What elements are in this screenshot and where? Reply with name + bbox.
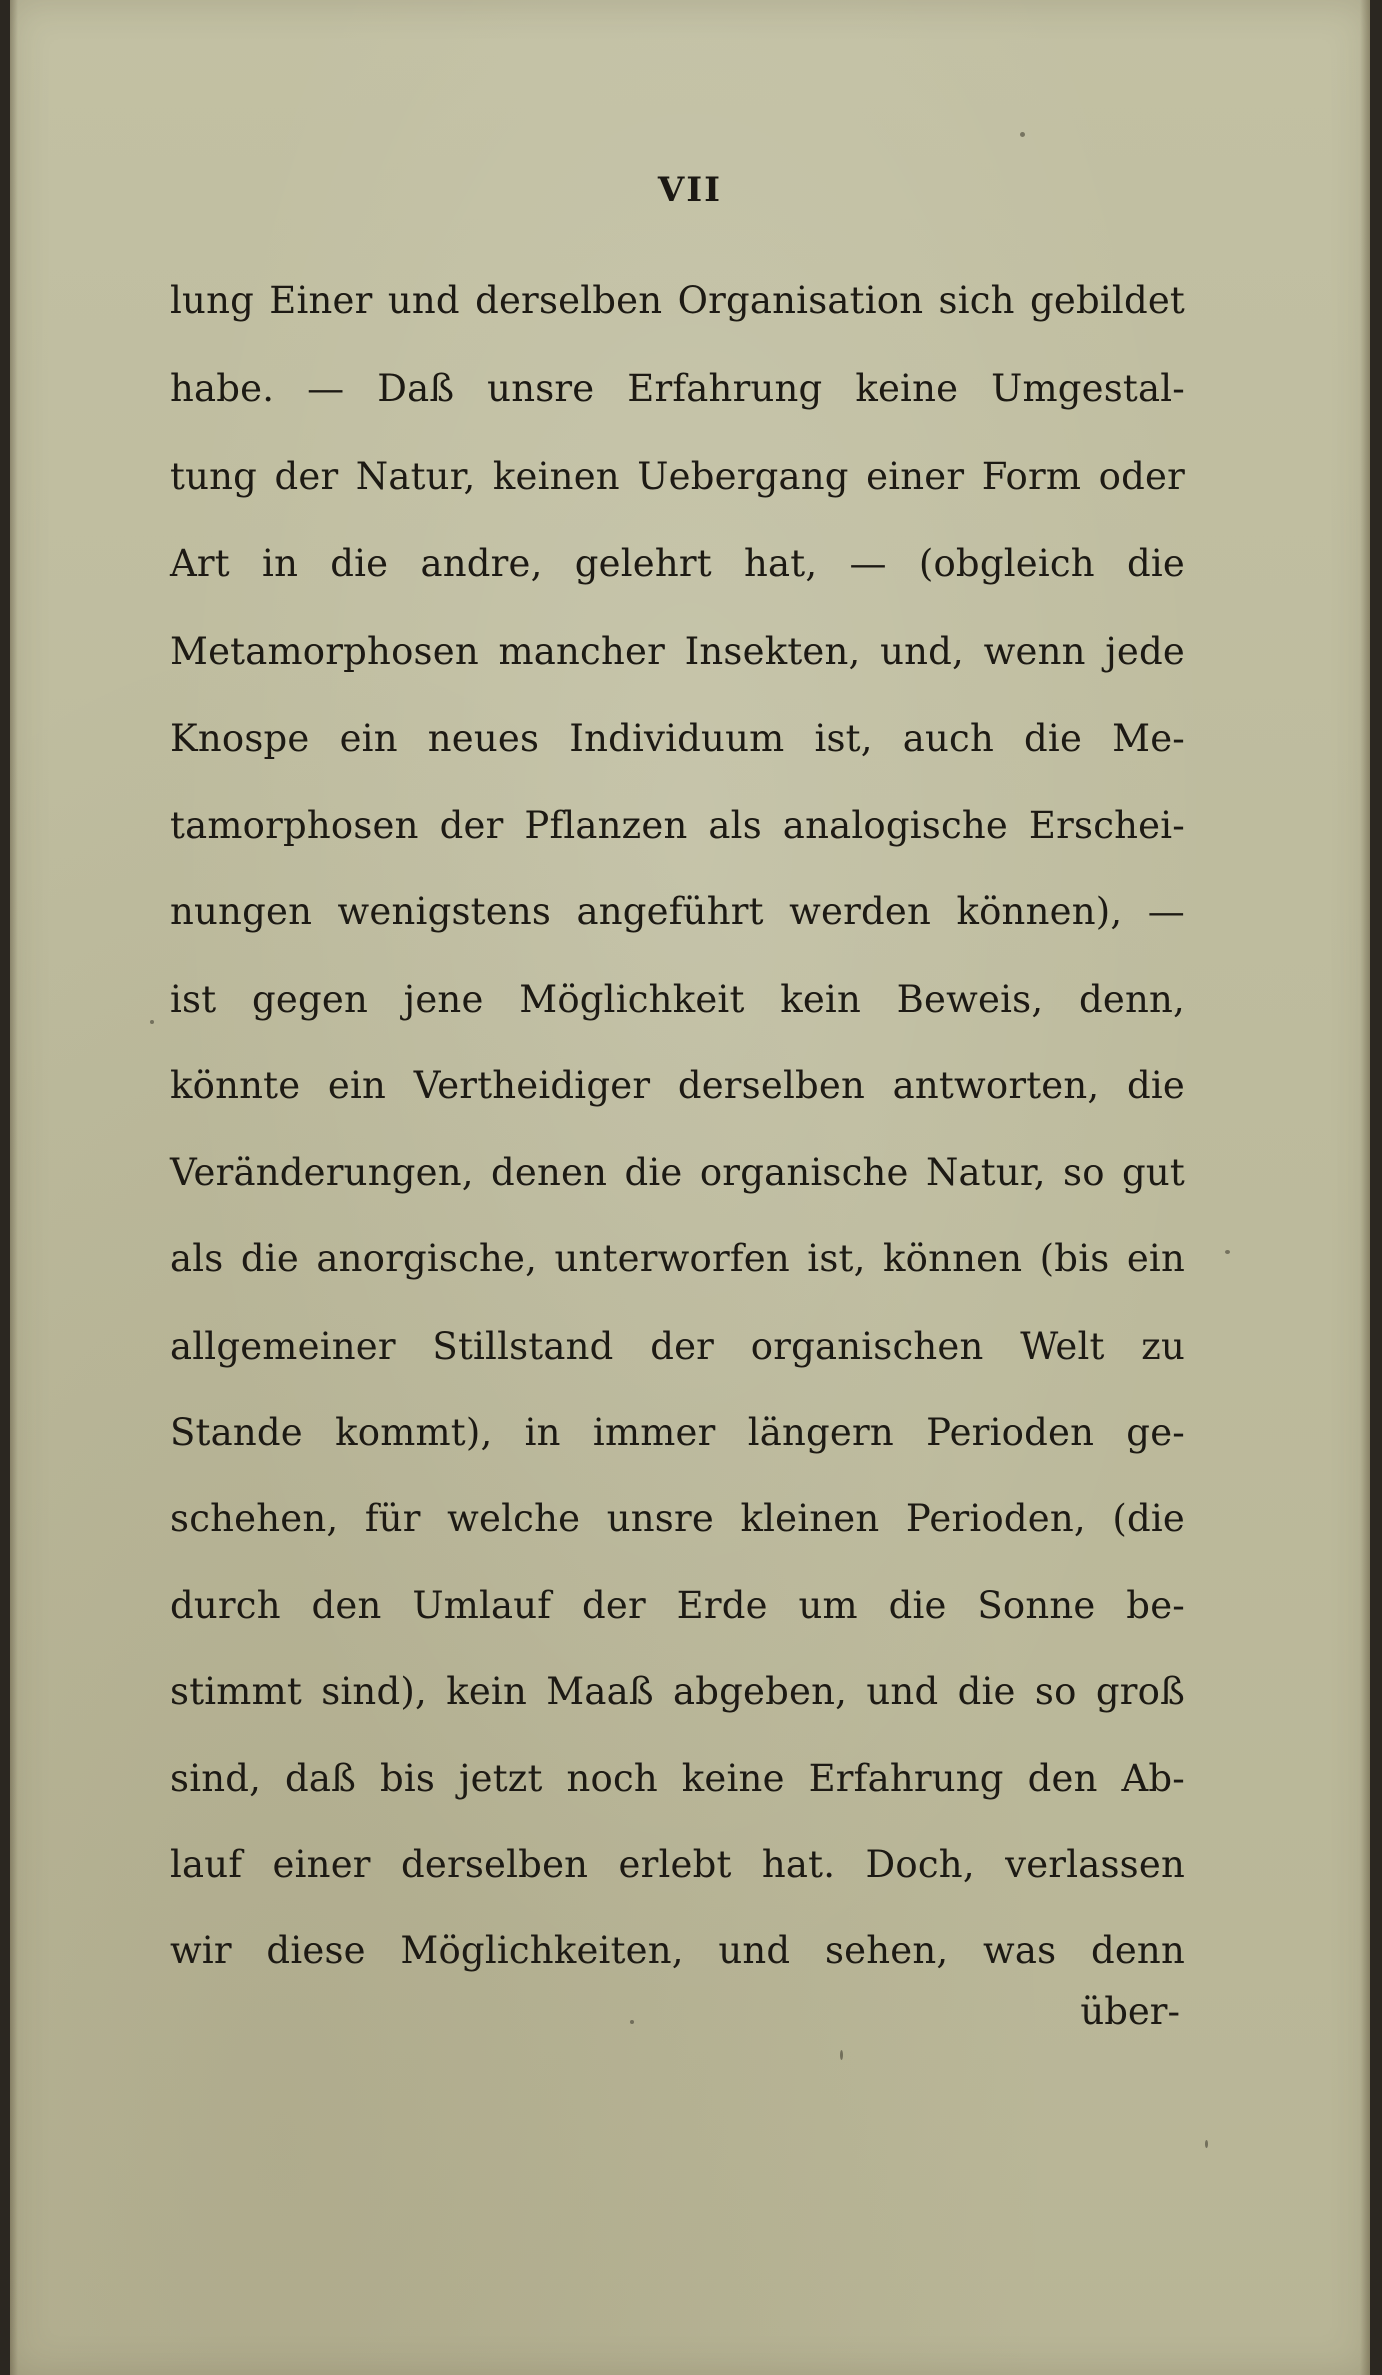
body-text-line: allgemeiner Stillstand der organischen Welt zu [170,1325,1185,1368]
body-text-line: lung Einer und derselben Organisation sich gebildet [170,279,1185,322]
body-text-line: stimmt sind), kein Maaß abgeben, und die so groß [170,1670,1185,1713]
body-text-line: Stande kommt), in immer längern Perioden ge- [170,1411,1185,1454]
body-text-line: schehen, für welche unsre kleinen Perioden, (die [170,1497,1185,1540]
body-text-line: nungen wenigstens angeführt werden können), — [170,890,1185,933]
page-number: VII [657,170,723,210]
paper-speck [1020,132,1025,137]
catchword: über- [1080,1990,1180,2033]
body-text-line: habe. — Daß unsre Erfahrung keine Umgestal- [170,367,1185,410]
paper-speck [630,2020,634,2024]
book-page [10,0,1370,2375]
body-text-line: ist gegen jene Möglichkeit kein Beweis, denn, [170,978,1185,1021]
page-left-edge-shadow [10,0,18,2375]
page-right-edge-shadow [1360,0,1370,2375]
body-text-line: Knospe ein neues Individuum ist, auch die Me- [170,717,1185,760]
body-text-line: Art in die andre, gelehrt hat, — (obgleich die [170,542,1185,585]
paper-speck [150,1020,154,1024]
body-text-line: sind, daß bis jetzt noch keine Erfahrung den Ab- [170,1757,1185,1800]
body-text-line: tamorphosen der Pflanzen als analogische Erschei- [170,804,1185,847]
body-text-line: Metamorphosen mancher Insekten, und, wenn jede [170,630,1185,673]
body-text-line: lauf einer derselben erlebt hat. Doch, verlassen [170,1843,1185,1886]
body-text-line: durch den Umlauf der Erde um die Sonne be- [170,1584,1185,1627]
paper-speck [840,2050,843,2060]
body-text-line: Veränderungen, denen die organische Natur, so gut [170,1151,1185,1194]
body-text-line: tung der Natur, keinen Uebergang einer Form oder [170,455,1185,498]
paper-speck [1205,2140,1208,2148]
body-text-line: als die anorgische, unterworfen ist, können (bis ein [170,1237,1185,1280]
body-text-line: wir diese Möglichkeiten, und sehen, was denn [170,1929,1185,1972]
body-text-line: könnte ein Vertheidiger derselben antworten, die [170,1064,1185,1107]
paper-speck [1225,1250,1230,1254]
